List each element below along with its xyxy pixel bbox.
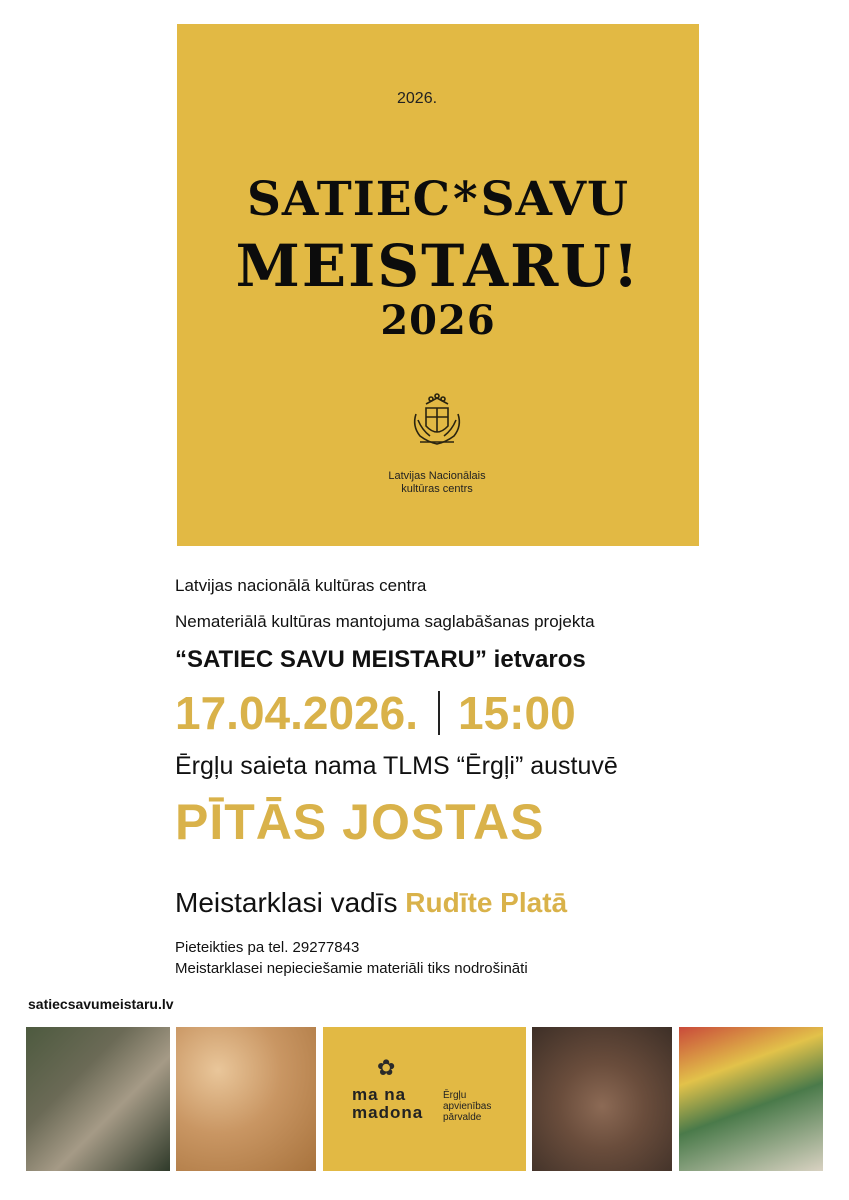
cover-title-line1	[177, 172, 699, 227]
cover-title-year: 2026	[380, 297, 496, 344]
madona-logo	[352, 1055, 442, 1125]
emblem-caption-line1: Latvijas Nacionālais	[388, 470, 486, 482]
venue-text: Ērgļu saieta nama TLMS “Ērgļi” austuvē	[175, 752, 618, 780]
title-word-satiec: SATIEC	[246, 172, 451, 227]
website-link[interactable]: satiecsavumeistaru.lv	[28, 996, 174, 1012]
event-date: 17.04.2026.	[175, 687, 419, 739]
master-prefix: Meistarklasi vadīs	[175, 887, 398, 918]
cover-year: 2026.	[397, 90, 438, 107]
project-text: Nemateriālā kultūras mantojuma saglabāšanas projekta	[175, 612, 595, 631]
project-name: “SATIEC SAVU MEISTARU” ietvaros	[175, 646, 586, 673]
master-name: Rudīte Platā	[405, 887, 568, 918]
registration-phone: Pieteikties pa tel. 29277843	[175, 939, 360, 956]
coat-of-arms-icon	[404, 390, 470, 456]
organizer-text: Latvijas nacionālā kultūras centra	[175, 576, 427, 595]
photo-wood-carving	[176, 1027, 316, 1171]
photo-clay-figures	[532, 1027, 672, 1171]
logo-side-line1: Ērgļu	[443, 1090, 467, 1101]
date-time	[175, 686, 576, 740]
date-time-divider	[438, 691, 440, 735]
event-title: PĪTĀS JOSTAS	[175, 794, 545, 850]
materials-note: Meistarklasei nepieciešamie materiāli tiks nodrošināti	[175, 960, 528, 977]
star-icon: *	[452, 172, 479, 227]
logo-text-line2: madona	[352, 1103, 424, 1122]
photo-weaving	[679, 1027, 823, 1171]
cover-title-line2: MEISTARU!	[235, 232, 641, 300]
logo-text-line1: ma na	[352, 1085, 407, 1104]
bird-logo-icon: ✿	[377, 1055, 396, 1080]
logo-side-line2: apvienības	[443, 1101, 492, 1112]
logo-side-line3: pārvalde	[443, 1112, 482, 1123]
poster-cover	[177, 24, 699, 546]
master-line	[175, 887, 567, 919]
photo-bagpipe	[26, 1027, 170, 1171]
emblem-caption-line2: kultūras centrs	[401, 483, 473, 495]
event-time: 15:00	[458, 687, 576, 739]
title-word-savu: SAVU	[480, 172, 630, 227]
